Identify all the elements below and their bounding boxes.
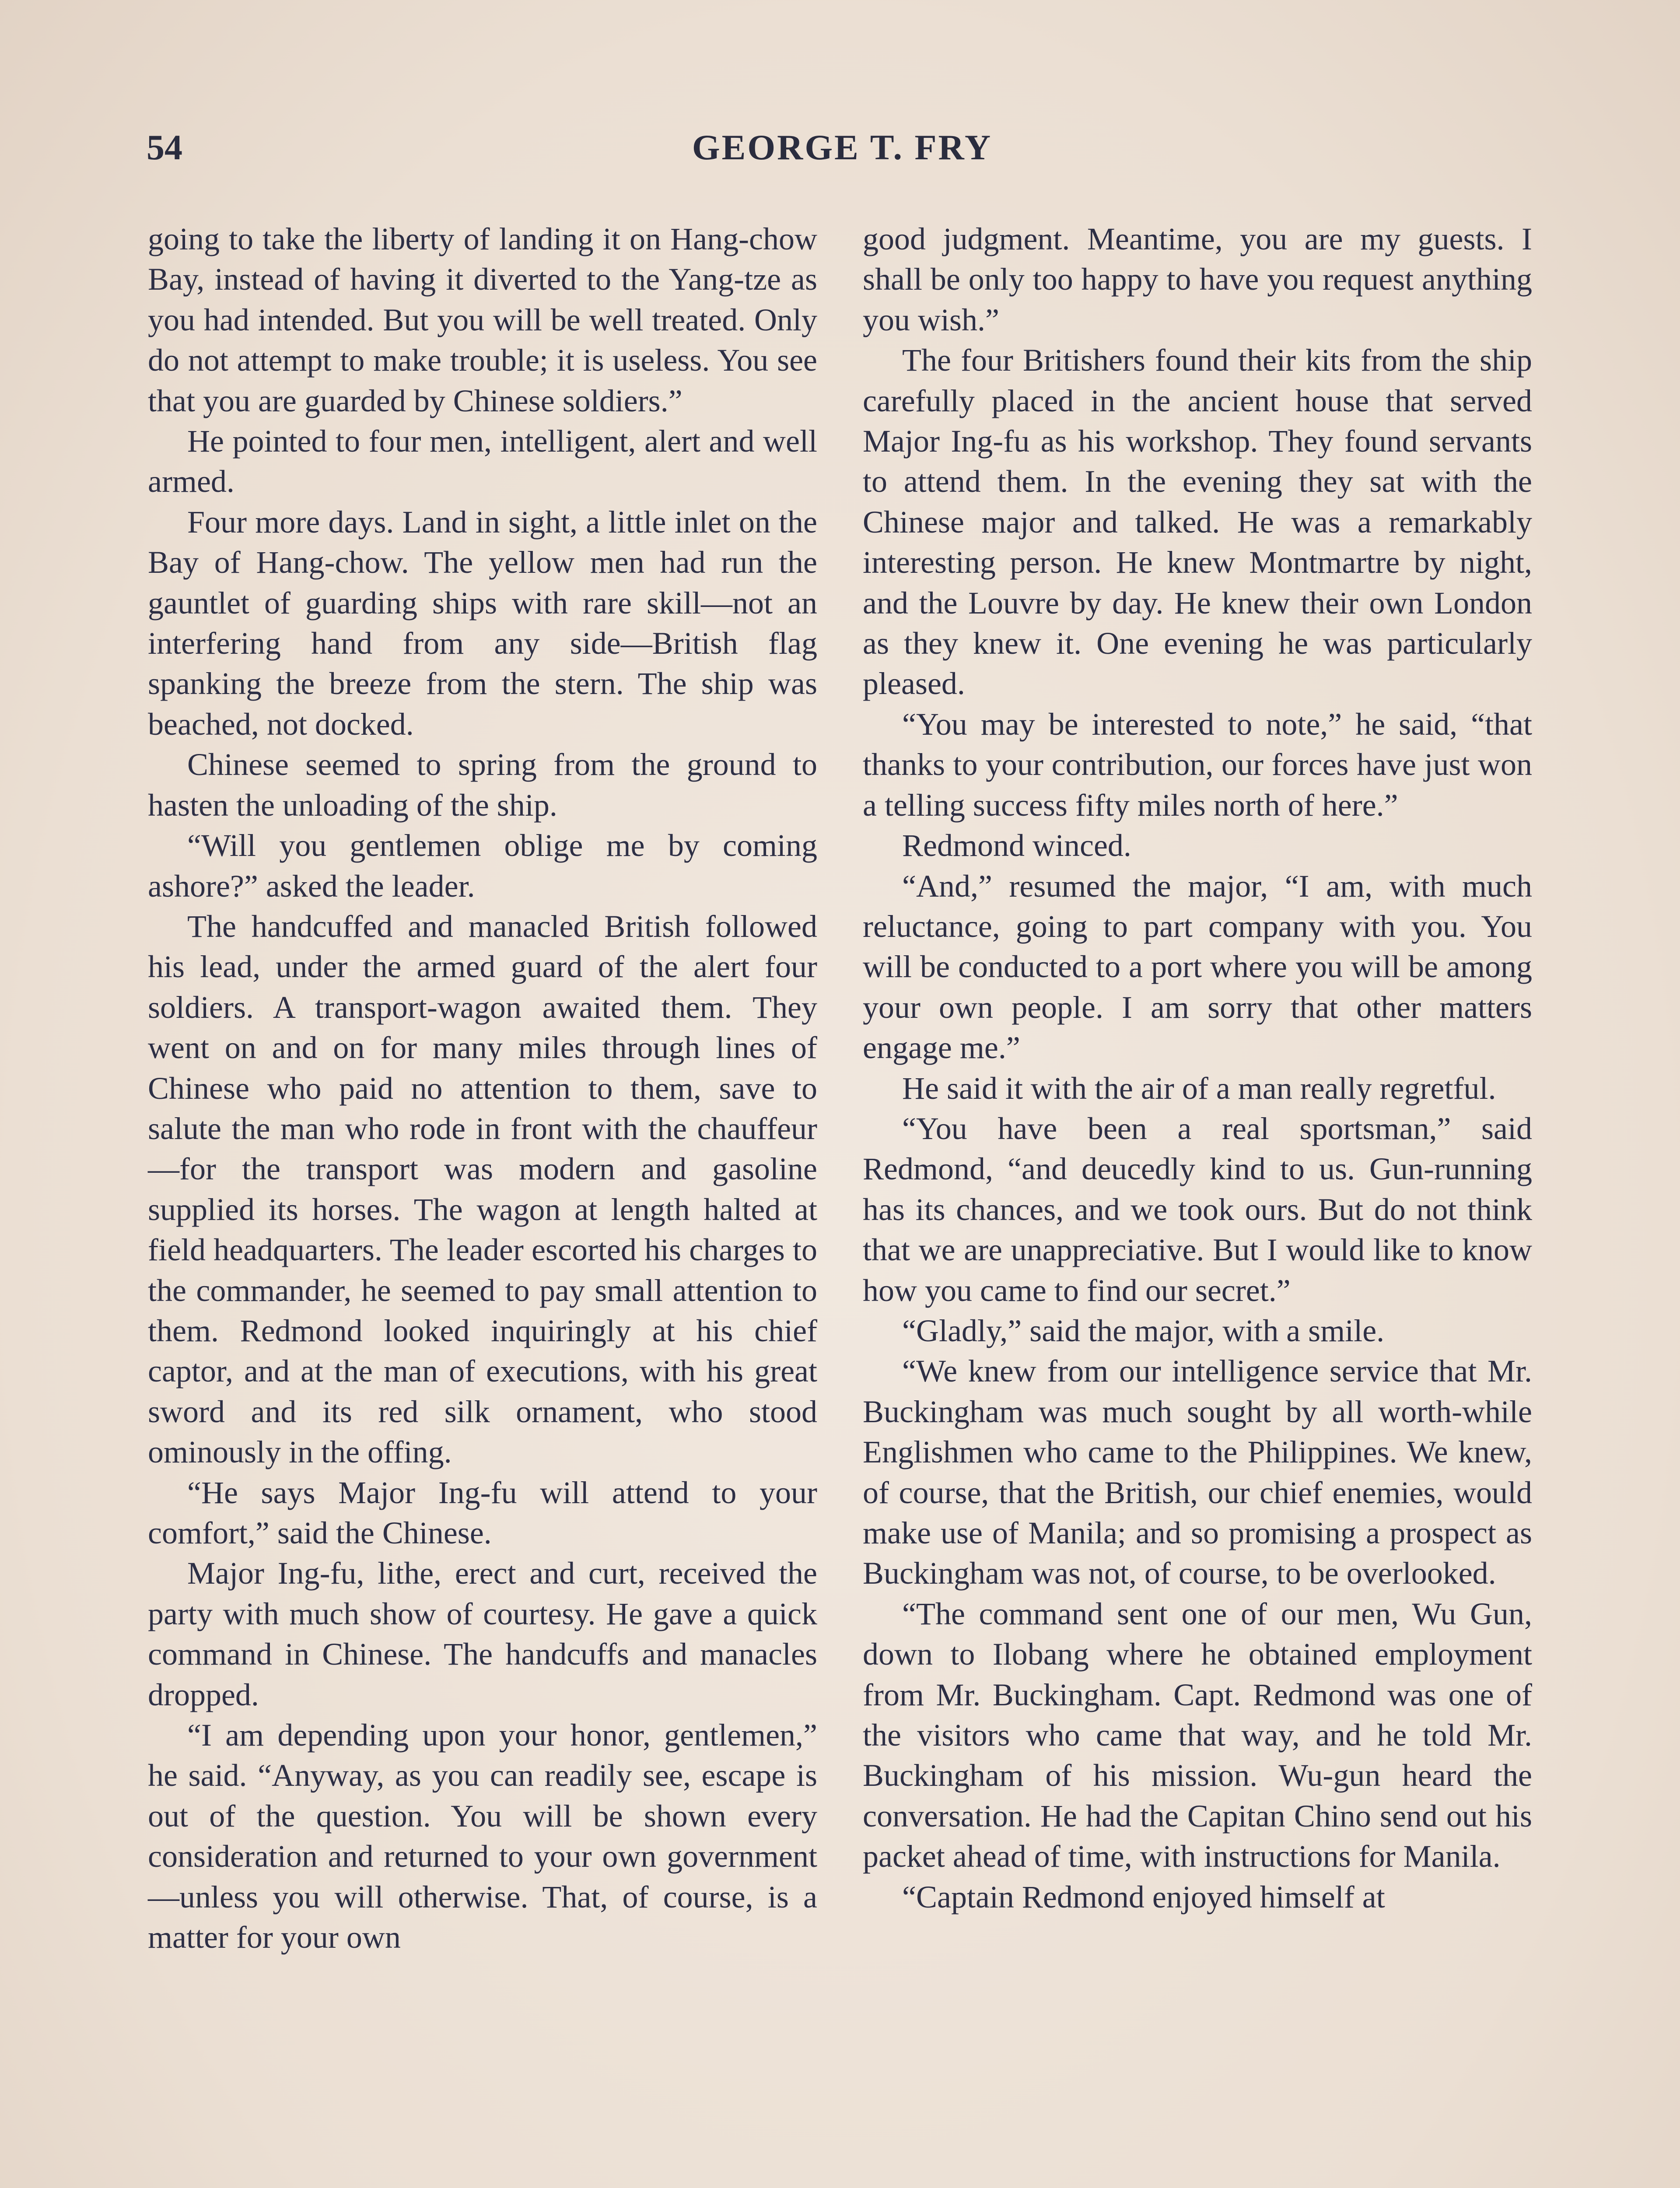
paragraph: Major Ing-fu, lithe, erect and curt, received the party with much show of courtesy. He gave a quick command in Chinese. The handcuffs and manacles dropped. bbox=[148, 1556, 817, 1712]
paragraph: Four more days. Land in sight, a little inlet on the Bay of Hang-chow. The yellow men had run the gauntlet of guarding ships with rare skill—not an interfering hand from any side—British flag spanking the breeze from the stern. The ship was beached, not docked. bbox=[148, 504, 817, 742]
running-title: GEORGE T. FRY bbox=[692, 127, 993, 167]
paragraph: The four Britishers found their kits from the ship carefully placed in the ancient house that served Major Ing-fu as his workshop. They found servants to attend them. In the evening they sat with the Chinese major and talked. He was a remarkably interesting person. He knew Montmartre by night, and the Louvre by day. He knew their own London as they knew it. One evening he was particularly pleased. bbox=[863, 343, 1532, 701]
paragraph: “I am depending upon your honor, gentlemen,” he said. “Anyway, as you can readily see, escape is out of the question. You will be shown every consideration and returned to your own government—unless you will otherwise. That, of course, is a matter for your own bbox=[148, 1718, 817, 1955]
paragraph: “Captain Redmond enjoyed himself at bbox=[902, 1879, 1385, 1914]
page-number: 54 bbox=[147, 127, 182, 167]
paragraph: “You have been a real sportsman,” said Redmond, “and deucedly kind to us. Gun-running has its chances, and we took ours. But do not think that we are unappreciative. But I would like to know how you came to find our secret.” bbox=[863, 1111, 1532, 1308]
paragraph: “The command sent one of our men, Wu Gun, down to Ilobang where he obtained employment from Mr. Buckingham. Capt. Redmond was one of the visitors who came that way, and he told Mr. Buckingham of his mission. Wu-gun heard the conversation. He had the Capitan Chino send out his packet ahead of time, with instructions for Manila. bbox=[863, 1596, 1532, 1874]
paragraph: Chinese seemed to spring from the ground to hasten the unloading of the ship. bbox=[148, 747, 817, 823]
paragraph: good judgment. Meantime, you are my guests. I shall be only too happy to have you request anything you wish.” bbox=[863, 221, 1532, 337]
paragraph: “You may be interested to note,” he said, “that thanks to your contribution, our forces have just won a telling success fifty miles north of here.” bbox=[863, 706, 1532, 823]
paragraph: The handcuffed and manacled British followed his lead, under the armed guard of the alert four soldiers. A transport-wagon awaited them. They went on and on for many miles through lines of Chinese who paid no attention to them, save to salute the man who rode in front with the chauffeur—for the transport was modern and gasoline supplied its horses. The wagon at length halted at field headquarters. The leader escorted his charges to the commander, he seemed to pay small attention to them. Redmond looked inquiringly at his chief captor, and at the man of executions, with his great sword and its red silk ornament, who stood ominously in the offing. bbox=[148, 908, 817, 1470]
paragraph: He pointed to four men, intelligent, alert and well armed. bbox=[148, 424, 817, 499]
paragraph: “We knew from our intelligence service that Mr. Buckingham was much sought by all worth-while Englishmen who came to the Philippines. We knew, of course, that the British, our chief enemies, would make use of Manila; and so promising a prospect as Buckingham was not, of course, to be overlooked. bbox=[863, 1353, 1532, 1591]
paragraph: Redmond winced. bbox=[902, 828, 1131, 863]
paragraph: going to take the liberty of landing it on Hang-chow Bay, instead of having it diverted to the Yang-tze as you had intended. But you will be well treated. Only do not attempt to make trouble; it is useless. You see that you are guarded by Chinese soldiers.” bbox=[148, 221, 817, 418]
paragraph: “Gladly,” said the major, with a smile. bbox=[902, 1313, 1385, 1348]
left-text-column bbox=[148, 219, 817, 1957]
paragraph: “He says Major Ing-fu will attend to your comfort,” said the Chinese. bbox=[148, 1475, 817, 1550]
right-text-column bbox=[863, 219, 1532, 1917]
page-header bbox=[147, 127, 1538, 179]
paragraph: He said it with the air of a man really regretful. bbox=[902, 1070, 1496, 1106]
paragraph: “Will you gentlemen oblige me by coming ashore?” asked the leader. bbox=[148, 828, 817, 904]
paragraph: “And,” resumed the major, “I am, with much reluctance, going to part company with you. You will be conducted to a port where you will be among your own people. I am sorry that other matters engage me.” bbox=[863, 868, 1532, 1066]
